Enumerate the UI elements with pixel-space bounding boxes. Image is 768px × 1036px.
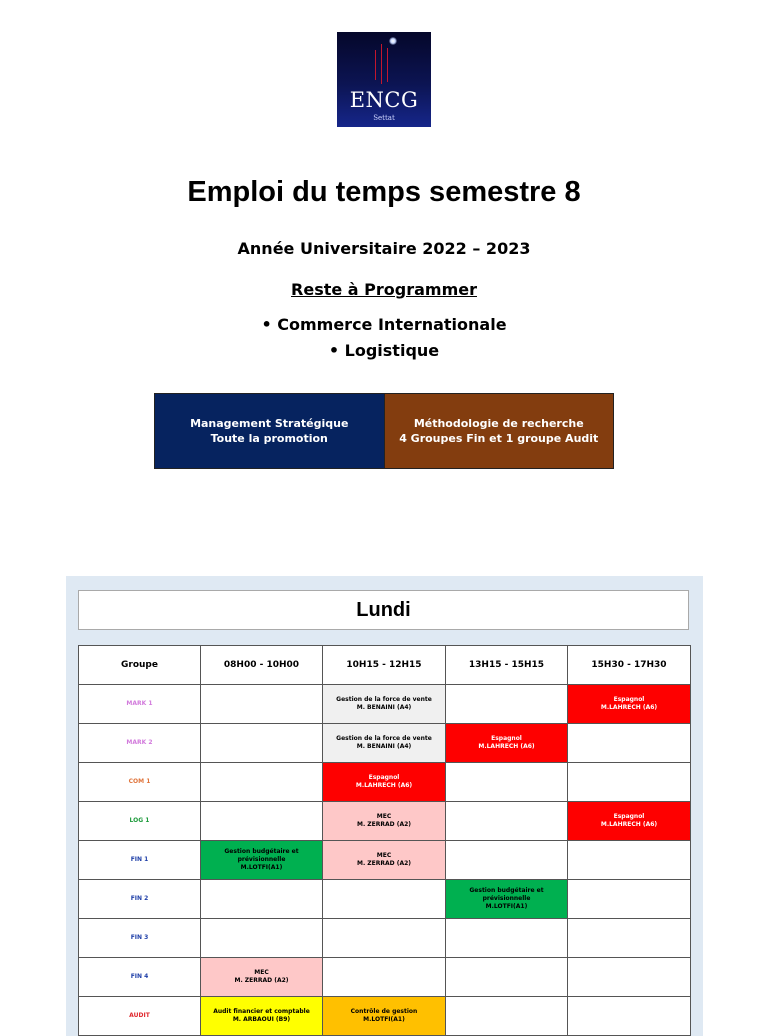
legend-left-line1: Management Stratégique xyxy=(190,417,349,430)
day-title: Lundi xyxy=(78,590,689,630)
slot-cell xyxy=(568,763,691,802)
slot-cell: Gestion de la force de vente M. BENAINI (A4) xyxy=(323,685,446,724)
slot-cell xyxy=(201,880,323,919)
slot-cell: Gestion budgétaire et prévisionnelle M.LOTFI(A1) xyxy=(446,880,568,919)
legend-management xyxy=(155,394,385,468)
logo-name: ENCG xyxy=(349,88,419,112)
reste-heading xyxy=(0,280,768,299)
group-cell: FIN 2 xyxy=(79,880,201,919)
group-cell: LOG 1 xyxy=(79,802,201,841)
slot-cell xyxy=(323,958,446,997)
slot-cell xyxy=(201,685,323,724)
slot-cell xyxy=(568,724,691,763)
group-cell: COM 1 xyxy=(79,763,201,802)
table-header-row xyxy=(79,646,691,685)
slot-cell: MEC M. ZERRAD (A2) xyxy=(323,841,446,880)
slot-cell xyxy=(446,997,568,1036)
table-row xyxy=(79,763,691,802)
legend-right-line2: 4 Groupes Fin et 1 groupe Audit xyxy=(399,432,599,445)
encg-logo xyxy=(337,32,431,127)
header-cell: Groupe xyxy=(79,646,201,685)
table-row xyxy=(79,724,691,763)
table-row xyxy=(79,919,691,958)
legend-methodologie xyxy=(385,394,614,468)
star-icon xyxy=(389,37,397,45)
slot-cell xyxy=(568,997,691,1036)
logo-city: Settat xyxy=(373,114,395,122)
filiere-item: • Logistique xyxy=(328,341,440,360)
slot-cell xyxy=(568,958,691,997)
slot-cell: MEC M. ZERRAD (A2) xyxy=(323,802,446,841)
filiere-item: • Commerce Internationale xyxy=(261,315,507,334)
slot-cell xyxy=(323,919,446,958)
slot-cell xyxy=(446,958,568,997)
group-cell: AUDIT xyxy=(79,997,201,1036)
slot-cell: Espagnol M.LAHRECH (A6) xyxy=(568,685,691,724)
slot-cell xyxy=(201,763,323,802)
group-cell: FIN 1 xyxy=(79,841,201,880)
slot-cell xyxy=(568,880,691,919)
slot-cell: Gestion budgétaire et prévisionnelle M.LOTFI(A1) xyxy=(201,841,323,880)
slot-cell: MEC M. ZERRAD (A2) xyxy=(201,958,323,997)
slot-cell xyxy=(201,802,323,841)
group-cell: MARK 2 xyxy=(79,724,201,763)
slot-cell: Espagnol M.LAHRECH (A6) xyxy=(323,763,446,802)
slot-cell xyxy=(446,763,568,802)
slot-cell: Audit financier et comptable M. ARBAOUI (B9) xyxy=(201,997,323,1036)
table-row xyxy=(79,997,691,1036)
slot-cell xyxy=(446,802,568,841)
group-cell: FIN 4 xyxy=(79,958,201,997)
slot-cell: Gestion de la force de vente M. BENAINI (A4) xyxy=(323,724,446,763)
slot-cell: Espagnol M.LAHRECH (A6) xyxy=(568,802,691,841)
slot-cell xyxy=(568,841,691,880)
header-cell: 13H15 - 15H15 xyxy=(446,646,568,685)
legend xyxy=(154,393,614,469)
table-row xyxy=(79,802,691,841)
slot-cell: Espagnol M.LAHRECH (A6) xyxy=(446,724,568,763)
academic-year: Année Universitaire 2022 – 2023 xyxy=(237,239,531,258)
slot-cell xyxy=(201,724,323,763)
group-cell: FIN 3 xyxy=(79,919,201,958)
header-cell: 15H30 - 17H30 xyxy=(568,646,691,685)
slot-cell xyxy=(446,919,568,958)
group-cell: MARK 1 xyxy=(79,685,201,724)
legend-left-line2: Toute la promotion xyxy=(210,432,328,445)
slot-cell xyxy=(568,919,691,958)
slot-cell xyxy=(323,880,446,919)
table-row xyxy=(79,685,691,724)
table-row xyxy=(79,880,691,919)
table-row xyxy=(79,841,691,880)
header-cell: 08H00 - 10H00 xyxy=(201,646,323,685)
table-row xyxy=(79,958,691,997)
slot-cell xyxy=(446,841,568,880)
slot-cell xyxy=(201,919,323,958)
page-title: Emploi du temps semestre 8 xyxy=(187,176,581,208)
slot-cell: Contrôle de gestion M.LOTFI(A1) xyxy=(323,997,446,1036)
slot-cell xyxy=(446,685,568,724)
schedule-table xyxy=(78,645,691,1036)
header-cell: 10H15 - 12H15 xyxy=(323,646,446,685)
legend-right-line1: Méthodologie de recherche xyxy=(413,417,584,430)
reste-label: Reste à Programmer xyxy=(291,280,477,299)
